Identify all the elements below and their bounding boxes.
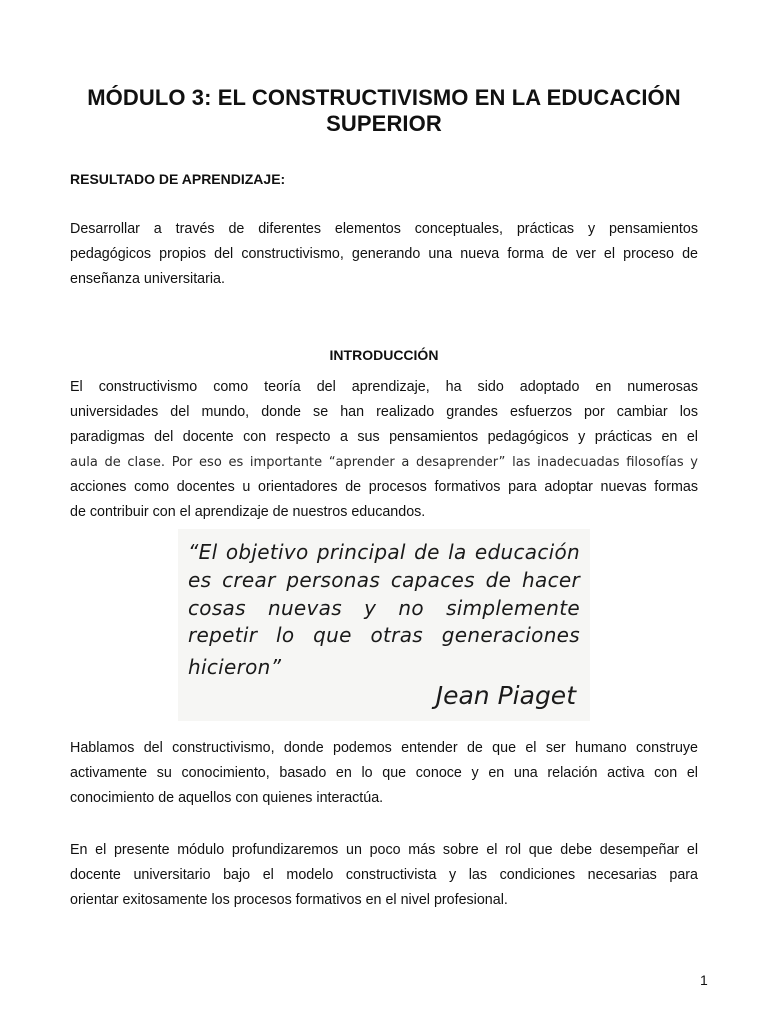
paragraph-line: orientar exitosamente los procesos formativos en el nivel profesional. [70,892,508,908]
piaget-quote-image [178,529,590,721]
paragraph-line: El constructivismo como teoría del aprendizaje, ha sido adoptado en numerosas [70,379,698,395]
module-paragraph [70,838,698,913]
quote-line: es crear personas capaces de hacer [188,568,580,592]
quote-line: cosas nuevas y no simplemente [188,596,580,620]
paragraph-line: paradigmas del docente con respecto a sus pensamientos pedagógicos y prácticas en el [70,429,698,445]
document-title [60,85,708,137]
intro-heading: INTRODUCCIÓN [329,347,439,363]
intro-paragraph [70,375,698,525]
quote-line: “El objetivo principal de la educación [188,540,580,564]
paragraph-line: enseñanza universitaria. [70,271,225,287]
paragraph-line: En el presente módulo profundizaremos un poco más sobre el rol que debe desempeñar el [70,842,698,858]
paragraph-line: Desarrollar a través de diferentes elementos conceptuales, prácticas y pensamientos [70,221,698,237]
paragraph-line: aula de clase. Por eso es importante “aprender a desaprender” las inadecuadas filosofías y [70,455,698,470]
paragraph-line: universidades del mundo, donde se han realizado grandes esfuerzos por cambiar los [70,404,698,420]
constructivism-paragraph [70,736,698,811]
paragraph-line: Hablamos del constructivismo, donde podemos entender de que el ser humano construye [70,740,698,756]
paragraph-line: acciones como docentes u orientadores de procesos formativos para adoptar nuevas formas [70,479,698,495]
title-line-1: MÓDULO 3: EL CONSTRUCTIVISMO EN LA EDUCACIÓN [87,85,681,110]
quote-line: hicieron” [188,655,282,679]
resultado-paragraph [70,217,698,292]
title-line-2: SUPERIOR [326,111,442,136]
quote-author: Jean Piaget [435,681,576,710]
page-number: 1 [700,972,708,988]
paragraph-line: docente universitario bajo el modelo constructivista y las condiciones necesarias para [70,867,698,883]
paragraph-line: pedagógicos propios del constructivismo, generando una nueva forma de ver el proceso de [70,246,698,262]
paragraph-line: activamente su conocimiento, basado en lo que conoce y en una relación activa con el [70,765,698,781]
paragraph-line: conocimiento de aquellos con quienes interactúa. [70,790,384,806]
paragraph-line: de contribuir con el aprendizaje de nuestros educandos. [70,504,426,520]
resultado-heading: RESULTADO DE APRENDIZAJE: [70,171,286,187]
quote-line: repetir lo que otras generaciones [188,623,580,647]
